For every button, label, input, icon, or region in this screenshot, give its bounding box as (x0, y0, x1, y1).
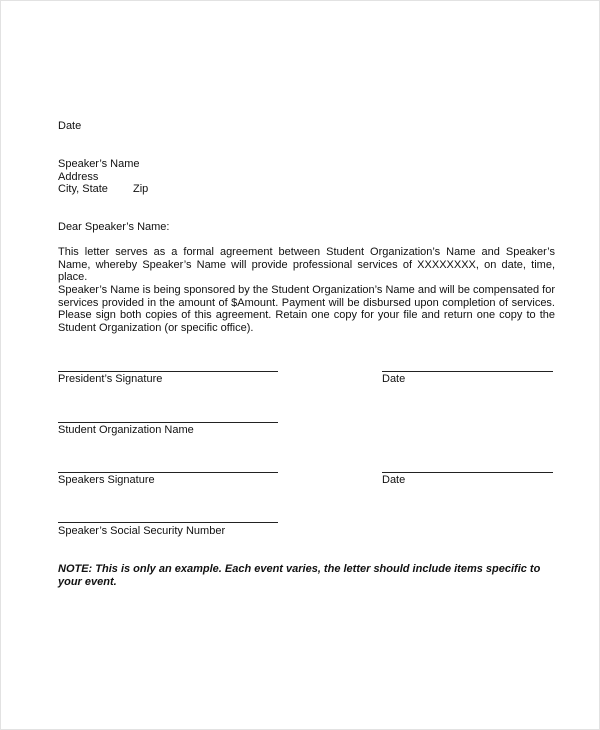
president-signature-label: President’s Signature (58, 373, 163, 385)
zip: Zip (133, 183, 149, 195)
date-line-2 (382, 472, 553, 473)
salutation: Dear Speaker’s Name: (58, 221, 170, 233)
speaker-signature-line (58, 472, 278, 473)
date-label-2: Date (382, 474, 406, 486)
date-label: Date (58, 120, 82, 132)
organization-label: Student Organization Name (58, 424, 194, 436)
organization-line (58, 422, 278, 423)
date-line-1 (382, 371, 553, 372)
ssn-label: Speaker’s Social Security Number (58, 525, 226, 537)
date-label-1: Date (382, 373, 406, 385)
speaker-name: Speaker’s Name (58, 158, 140, 170)
speaker-address: Address (58, 171, 99, 183)
paragraph-payment: Speaker’s Name is being sponsored by the Student Organization’s Name and will be compensated for services provided in the amount of $Amount. Payment will be disbursed upon completion of services. Please sign both copies of this agreement. Retain one copy for your file and return one copy to the Student Organization (or specific office). (58, 284, 555, 334)
ssn-line (58, 522, 278, 523)
note: NOTE: This is only an example. Each event varies, the letter should include items specific to your event. (58, 563, 541, 588)
city-state: City, State (58, 183, 108, 195)
paragraph-agreement: This letter serves as a formal agreement between Student Organization’s Name and Speaker’s Name, whereby Speaker’s Name will provide professional services of XXXXXXXX, on date, time, place. (58, 246, 555, 284)
speaker-signature-label: Speakers Signature (58, 474, 155, 486)
president-signature-line (58, 371, 278, 372)
